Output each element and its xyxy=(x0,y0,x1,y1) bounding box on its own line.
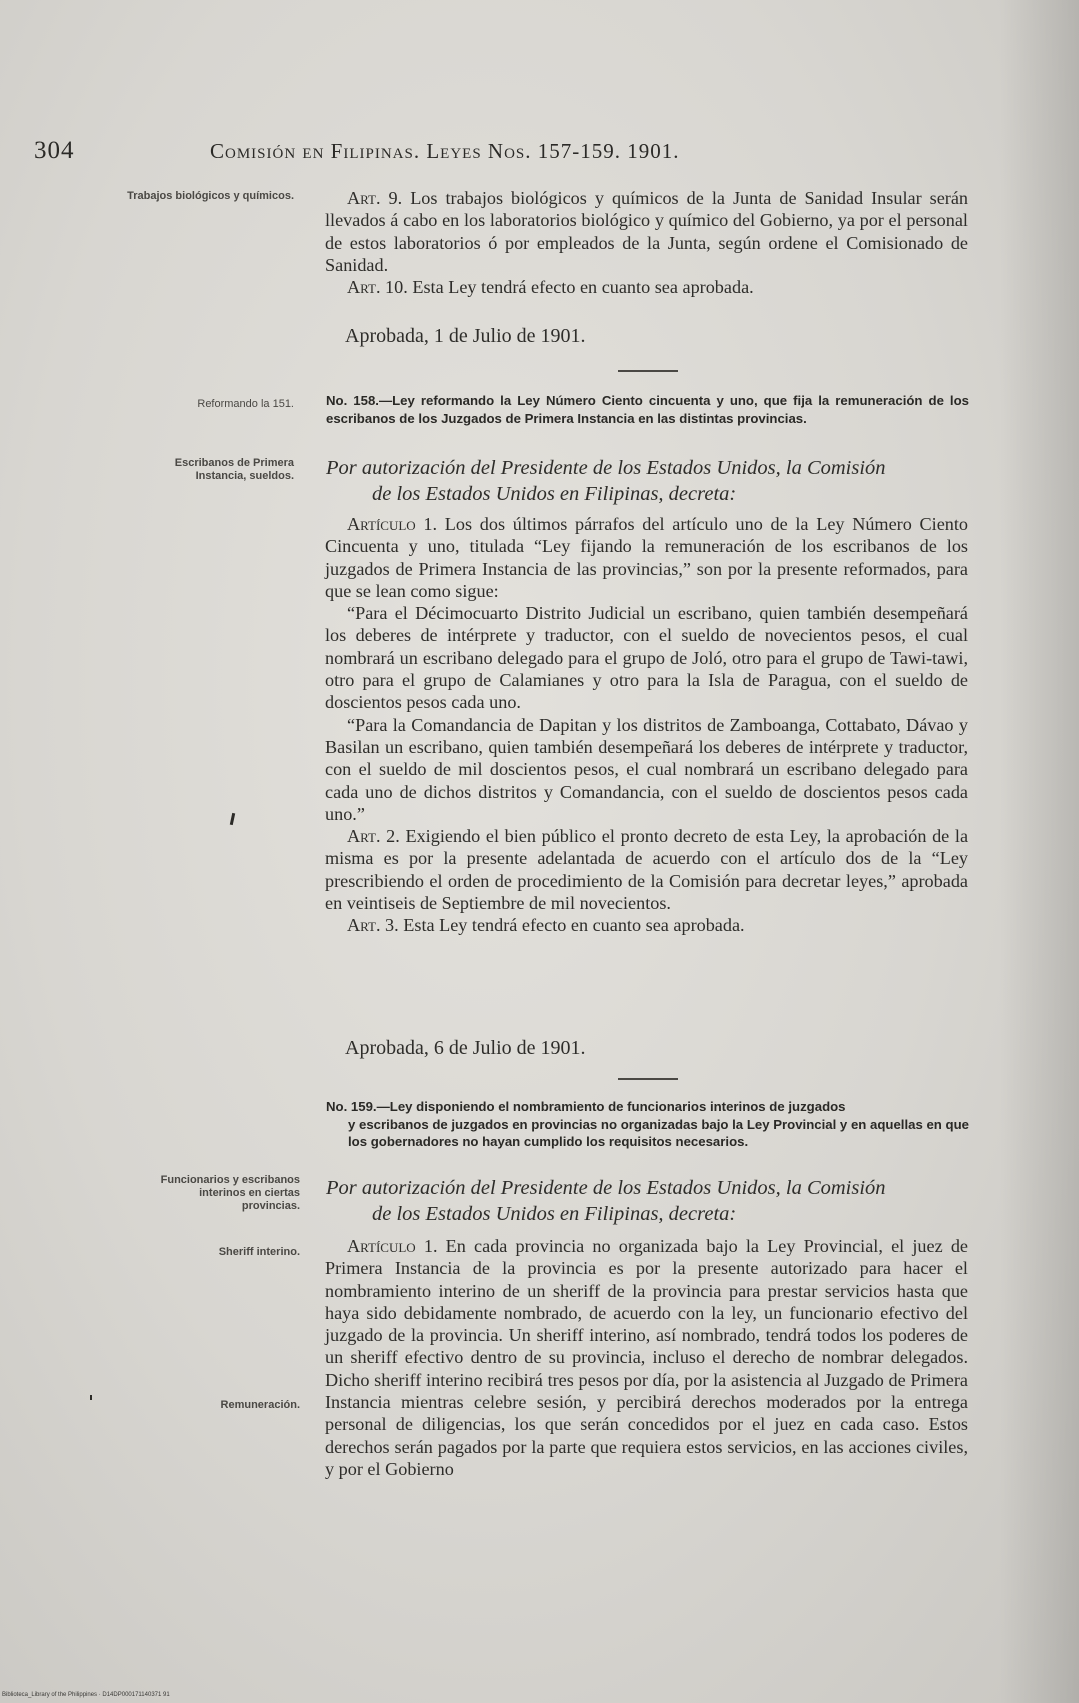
margin-note-escribanos: Escribanos de Primera Instancia, sueldos. xyxy=(174,457,294,482)
running-head: Comisión en Filipinas. Leyes Nos. 157-159. 1901. xyxy=(210,139,680,163)
approval-date-157: Aprobada, 1 de Julio de 1901. xyxy=(345,325,586,347)
law-159-articles xyxy=(325,1235,968,1480)
article-3 xyxy=(325,914,968,936)
article-10 xyxy=(325,276,968,298)
law-159-enacting-clause xyxy=(326,1175,971,1227)
page-number: 304 xyxy=(34,137,75,164)
quoted-paragraph-2: “Para la Comandancia de Dapitan y los distritos de Zamboanga, Cottabato, Dávao y Basilan un escribano, quien también desempeñará los deberes de intérprete y traductor, con el sueldo de mil doscientos pesos, el cual nombrará un escribano delegado para cada uno de dichos distritos y Comandancia, con el sueldo de doscientos pesos cada uno.” xyxy=(325,714,968,824)
scan-footer: Biblioteca_Library of the Philippines · D14DP000171140371 91 xyxy=(2,1692,170,1698)
margin-note-reformando: Reformando la 151. xyxy=(197,398,294,410)
margin-note-trabajos: Trabajos biológicos y químicos. xyxy=(127,190,294,202)
page-edge-shadow xyxy=(999,0,1079,1703)
article-2 xyxy=(325,825,968,914)
quoted-paragraph-1: “Para el Décimocuarto Distrito Judicial un escribano, quien también desempeñará los deberes de intérprete y traductor, con el sueldo de novecientos pesos, el cual nombrará un escribano delegado para el grupo de Joló, otro para el grupo de Tawi-tawi, otro para el grupo de Calamianes y otro para la Isla de Paragua, con el sueldo de doscientos pesos cada uno. xyxy=(325,603,968,713)
section-divider xyxy=(618,1078,678,1080)
article-text: Los dos últimos párrafos del artículo uno de la Ley Número Ciento Cincuenta y uno, titulada “Ley fijando la remuneración de los escribanos de los juzgados de Primera Instancia de las provincias,” son por la presente reformados, para que se lean como sigue: xyxy=(325,514,969,601)
article-9 xyxy=(325,187,968,276)
law-158-articles xyxy=(325,513,968,937)
article-label: Art. 9. xyxy=(347,188,403,208)
enacting-line-1: Por autorización del Presidente de los Estados Unidos, la Comisión xyxy=(326,457,886,479)
article-text: Los trabajos biológicos y químicos de la Junta de Sanidad Insular serán llevados á cabo en los laboratorios biológico y químico del Gobierno, ya por el personal de estos laboratorios ó por empleados de la Junta, según ordene el Comisionado de Sanidad. xyxy=(325,188,969,275)
margin-note-remuneracion: Remuneración. xyxy=(220,1399,300,1411)
article-label: Artículo 1. xyxy=(347,1236,438,1256)
article-text: Exigiendo el bien público el pronto decreto de esta Ley, la aprobación de la misma es por la presente adelantada de acuerdo con el artículo dos de la “Ley prescribiendo el orden de procedimiento de la Comisión para decretar leyes,” aprobada en veintiseis de Septiembre de mil novecientos. xyxy=(325,826,969,914)
page-header xyxy=(34,137,914,167)
law-158-enacting-clause xyxy=(326,455,971,507)
article-1 xyxy=(325,513,968,602)
article-label: Art. 3. xyxy=(347,915,399,936)
enacting-line-2: de los Estados Unidos en Filipinas, decreta: xyxy=(372,483,737,505)
enacting-line-1: Por autorización del Presidente de los Estados Unidos, la Comisión xyxy=(326,1177,886,1199)
enacting-line-2: de los Estados Unidos en Filipinas, decreta: xyxy=(372,1203,737,1225)
approval-date-158: Aprobada, 6 de Julio de 1901. xyxy=(345,1037,586,1059)
article-label: Artículo 1. xyxy=(347,514,438,534)
law-158-heading: No. 158.—Ley reformando la Ley Número Ciento cincuenta y uno, que fija la remuneración de los escribanos de los Juzgados de Primera Instancia en las distintas provincias. xyxy=(326,393,969,426)
section-divider xyxy=(618,370,678,372)
article-text: Esta Ley tendrá efecto en cuanto sea aprobada. xyxy=(412,277,754,298)
law-159-heading-line-1: No. 159.—Ley disponiendo el nombramiento de funcionarios interinos de juzgados xyxy=(326,1099,846,1114)
scan-speck xyxy=(90,1395,92,1400)
margin-note-sheriff: Sheriff interino. xyxy=(218,1246,300,1258)
margin-note-funcionarios: Funcionarios y escribanos interinos en ciertas provincias. xyxy=(160,1174,300,1212)
law-159-heading xyxy=(326,1098,969,1151)
article-label: Art. 2. xyxy=(347,826,400,847)
scan-speck xyxy=(230,813,235,825)
article-text: En cada provincia no organizada bajo la Ley Provincial, el juez de Primera Instancia de la provincia es por la presente autorizado para hacer el nombramiento interino de un sheriff de la provincia para prestar servicios hasta que haya sido debidamente nombrado, de acuerdo con la ley, un funcionario efectivo del juzgado de la provincia. Un sheriff interino, así nombrado, tendrá todos los poderes de un sheriff efectivo dentro de su provincia, incluso el derecho de nombrar delegados. Dicho sheriff interino recibirá tres pesos por día, por la asistencia al Juzgado de Primera Instancia mientras celebre sesión, y percibirá derechos moderados por la entrega personal de diligencias, los que serán concedidos por el juez en cada caso. Estos derechos serán pagados por la parte que requiera estos servicios, en las acciones civiles, y por el Gobierno xyxy=(325,1236,968,1479)
article-text: Esta Ley tendrá efecto en cuanto sea aprobada. xyxy=(403,915,745,936)
law-159-heading-continued: y escribanos de juzgados en provincias no organizadas bajo la Ley Provincial y en aquellas en que los gobernadores no hayan cumplido los requisitos necesarios. xyxy=(348,1116,969,1149)
article-1 xyxy=(325,1235,968,1480)
article-label: Art. 10. xyxy=(347,277,408,298)
law-157-articles xyxy=(325,187,968,298)
